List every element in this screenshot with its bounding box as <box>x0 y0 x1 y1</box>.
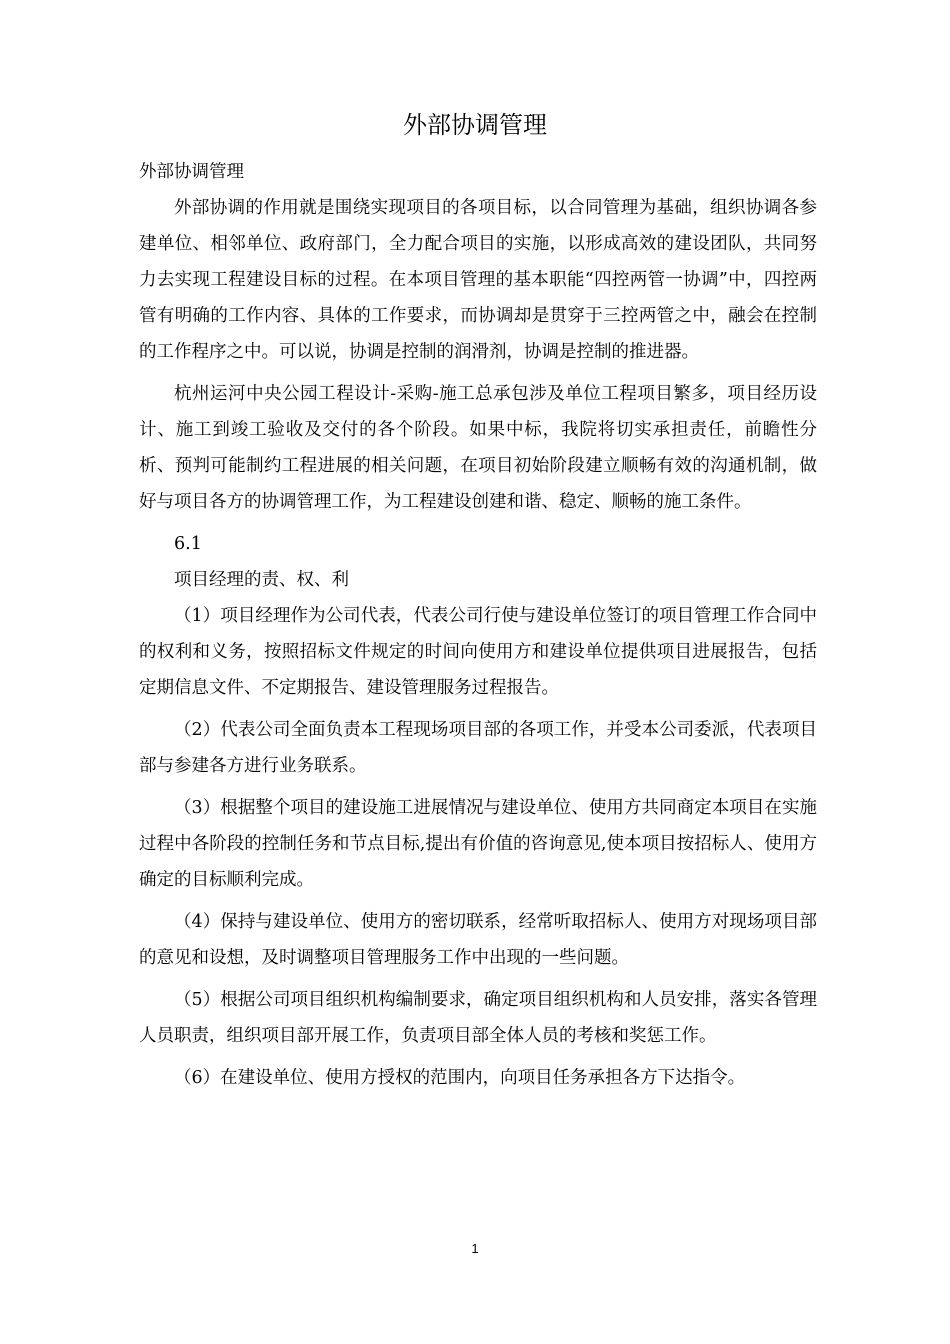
document-body <box>139 154 817 1096</box>
list-item-3: （3）根据整个项目的建设施工进展情况与建设单位、使用方共同商定本项目在实施过程中各阶段的控制任务和节点目标,提出有价值的咨询意见,使本项目按招标人、使用方确定的目标顺利完成。 <box>139 798 817 890</box>
page-number: 1 <box>471 1241 479 1256</box>
section-heading: 外部协调管理 <box>139 162 244 182</box>
list-item-2: （2）代表公司全面负责本工程现场项目部的各项工作，并受本公司委派，代表项目部与参建各方进行业务联系。 <box>139 720 817 776</box>
list-item-1: （1）项目经理作为公司代表，代表公司行使与建设单位签订的项目管理工作合同中的权利和义务，按照招标文件规定的时间向使用方和建设单位提供项目进展报告，包括定期信息文件、不定期报告、建设管理服务过程报告。 <box>139 606 817 698</box>
list-item-4: （4）保持与建设单位、使用方的密切联系，经常听取招标人、使用方对现场项目部的意见和设想，及时调整项目管理服务工作中出现的一些问题。 <box>139 912 817 968</box>
list-item-5: （5）根据公司项目组织机构编制要求，确定项目组织机构和人员安排，落实各管理人员职责，组织项目部开展工作，负责项目部全体人员的考核和奖惩工作。 <box>139 990 817 1046</box>
intro-paragraph: 外部协调的作用就是围绕实现项目的各项目标，以合同管理为基础，组织协调各参建单位、相邻单位、政府部门，全力配合项目的实施，以形成高效的建设团队，共同努力去实现工程建设目标的过程。在本项目管理的基本职能“四控两管一协调”中，四控两管有明确的工作内容、具体的工作要求，而协调却是贯穿于三控两管之中，融会在控制的工作程序之中。可以说，协调是控制的润滑剂，协调是控制的推进器。 <box>139 198 817 362</box>
list-item-6: （6）在建设单位、使用方授权的范围内，向项目任务承担各方下达指令。 <box>174 1068 746 1088</box>
section-number: 6.1 <box>174 534 202 554</box>
document-title: 外部协调管理 <box>403 111 547 139</box>
project-paragraph: 杭州运河中央公园工程设计-采购-施工总承包涉及单位工程项目繁多，项目经历设计、施工到竣工验收及交付的各个阶段。如果中标，我院将切实承担责任，前瞻性分析、预判可能制约工程进展的相关问题，在项目初始阶段建立顺畅有效的沟通机制，做好与项目各方的协调管理工作，为工程建设创建和谐、稳定、顺畅的施工条件。 <box>139 384 817 512</box>
subsection-heading: 项目经理的责、权、利 <box>174 570 349 590</box>
